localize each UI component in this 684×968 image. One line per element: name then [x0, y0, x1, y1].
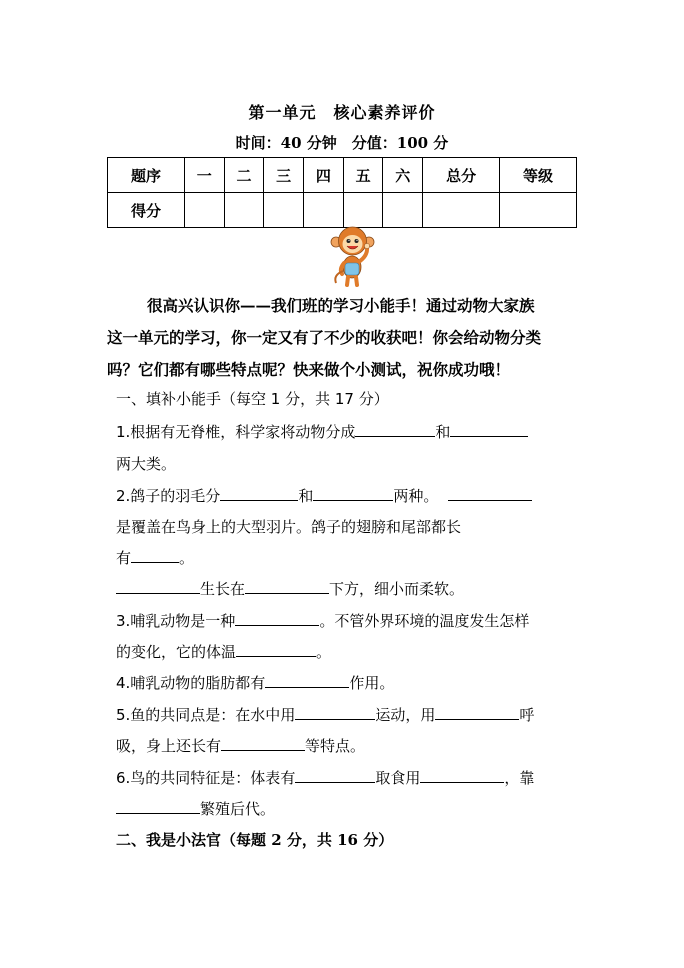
answer-blank[interactable] — [448, 485, 532, 501]
score-table-cell: 二 — [224, 158, 264, 193]
intro-line: 这一单元的学习，你一定又有了不少的收获吧！你会给动物分类 — [107, 328, 542, 347]
question-text: 呼 — [519, 706, 535, 724]
question-text: 的变化，它的体温 — [116, 643, 237, 661]
answer-blank[interactable] — [220, 485, 298, 501]
answer-blank[interactable] — [245, 578, 329, 594]
score-cell[interactable] — [224, 193, 264, 228]
question-text: 两大类。 — [116, 455, 177, 473]
answer-blank[interactable] — [355, 421, 435, 437]
score-table-cell: 四 — [304, 158, 344, 193]
question-text: 是覆盖在鸟身上的大型羽片。鸽子的翅膀和尾部都长 — [116, 518, 462, 536]
question-2 — [116, 485, 532, 506]
score-table — [107, 157, 577, 228]
score-table-cell: 六 — [383, 158, 423, 193]
score-row-label: 得分 — [108, 193, 185, 228]
score-table-cell: 总分 — [423, 158, 500, 193]
question-4 — [116, 672, 394, 693]
question-5-cont — [116, 735, 365, 756]
answer-blank[interactable] — [313, 485, 393, 501]
question-1 — [116, 421, 528, 442]
score-table-cell: 题序 — [108, 158, 185, 193]
question-6-cont — [116, 798, 275, 819]
answer-blank[interactable] — [435, 704, 519, 720]
question-text: 2.鸽子的羽毛分 — [116, 487, 221, 505]
question-2-cont — [116, 547, 194, 568]
score-table-cell: 五 — [343, 158, 383, 193]
question-text: 繁殖后代。 — [200, 800, 276, 818]
question-text: 取食用 — [375, 769, 421, 787]
question-5 — [116, 704, 534, 725]
question-text: 6.鸟的共同特征是：体表有 — [116, 769, 296, 787]
question-text: 。 — [179, 549, 195, 567]
question-text: 。不管外界环境的温度发生怎样 — [319, 612, 530, 630]
score-cell[interactable] — [383, 193, 423, 228]
score-cell[interactable] — [423, 193, 500, 228]
question-text: 吸，身上还长有 — [116, 737, 222, 755]
score-table-cell: 一 — [184, 158, 224, 193]
question-2-cont — [116, 578, 464, 599]
answer-blank[interactable] — [236, 641, 316, 657]
answer-blank[interactable] — [450, 421, 528, 437]
question-text: 5.鱼的共同点是：在水中用 — [116, 706, 296, 724]
question-text: 运动，用 — [375, 706, 436, 724]
score-table-score-row — [108, 193, 577, 228]
question-text: 生长在 — [200, 580, 246, 598]
score-table-header-row — [108, 158, 577, 193]
question-1-cont — [116, 453, 176, 474]
question-text: 和 — [435, 423, 451, 441]
question-text: 。 — [316, 643, 332, 661]
question-2-cont — [116, 516, 461, 537]
intro-paragraph — [107, 290, 577, 386]
score-cell[interactable] — [304, 193, 344, 228]
answer-blank[interactable] — [116, 798, 200, 814]
question-text: 有 — [116, 549, 132, 567]
answer-blank[interactable] — [116, 578, 200, 594]
answer-blank[interactable] — [131, 547, 179, 563]
section-1-heading: 一、填补小能手（每空 1 分，共 17 分） — [116, 390, 389, 408]
question-text: 3.哺乳动物是一种 — [116, 612, 236, 630]
section-2-heading: 二、我是小法官（每题 2 分，共 16 分） — [116, 831, 394, 849]
monkey-mascot-icon — [330, 225, 375, 287]
question-6 — [116, 767, 534, 788]
score-cell[interactable] — [500, 193, 577, 228]
intro-line: 吗？它们都有哪些特点呢？快来做个小测试，祝你成功哦！ — [107, 360, 511, 379]
answer-blank[interactable] — [265, 672, 349, 688]
question-text: 1.根据有无脊椎，科学家将动物分成 — [116, 423, 356, 441]
question-text: 4.哺乳动物的脂肪都有 — [116, 674, 266, 692]
question-text: 和 — [298, 487, 314, 505]
answer-blank[interactable] — [420, 767, 504, 783]
answer-blank[interactable] — [295, 767, 375, 783]
question-text: 作用。 — [349, 674, 395, 692]
score-table-cell: 三 — [264, 158, 304, 193]
answer-blank[interactable] — [221, 735, 305, 751]
score-cell[interactable] — [343, 193, 383, 228]
score-cell[interactable] — [264, 193, 304, 228]
question-text: 等特点。 — [305, 737, 366, 755]
question-text: ，靠 — [504, 769, 535, 787]
answer-blank[interactable] — [235, 610, 319, 626]
page-title: 第一单元 核心素养评价 — [248, 103, 436, 122]
score-cell[interactable] — [184, 193, 224, 228]
answer-blank[interactable] — [295, 704, 375, 720]
question-text: 两种。 — [393, 487, 439, 505]
question-3-cont — [116, 641, 331, 662]
question-3 — [116, 610, 529, 631]
question-text: 下方，细小而柔软。 — [329, 580, 465, 598]
score-table-cell: 等级 — [500, 158, 577, 193]
exam-time-and-score: 时间：40 分钟 分值：100 分 — [235, 134, 449, 152]
intro-line: 很高兴认识你——我们班的学习小能手！通过动物大家族 — [147, 296, 535, 315]
